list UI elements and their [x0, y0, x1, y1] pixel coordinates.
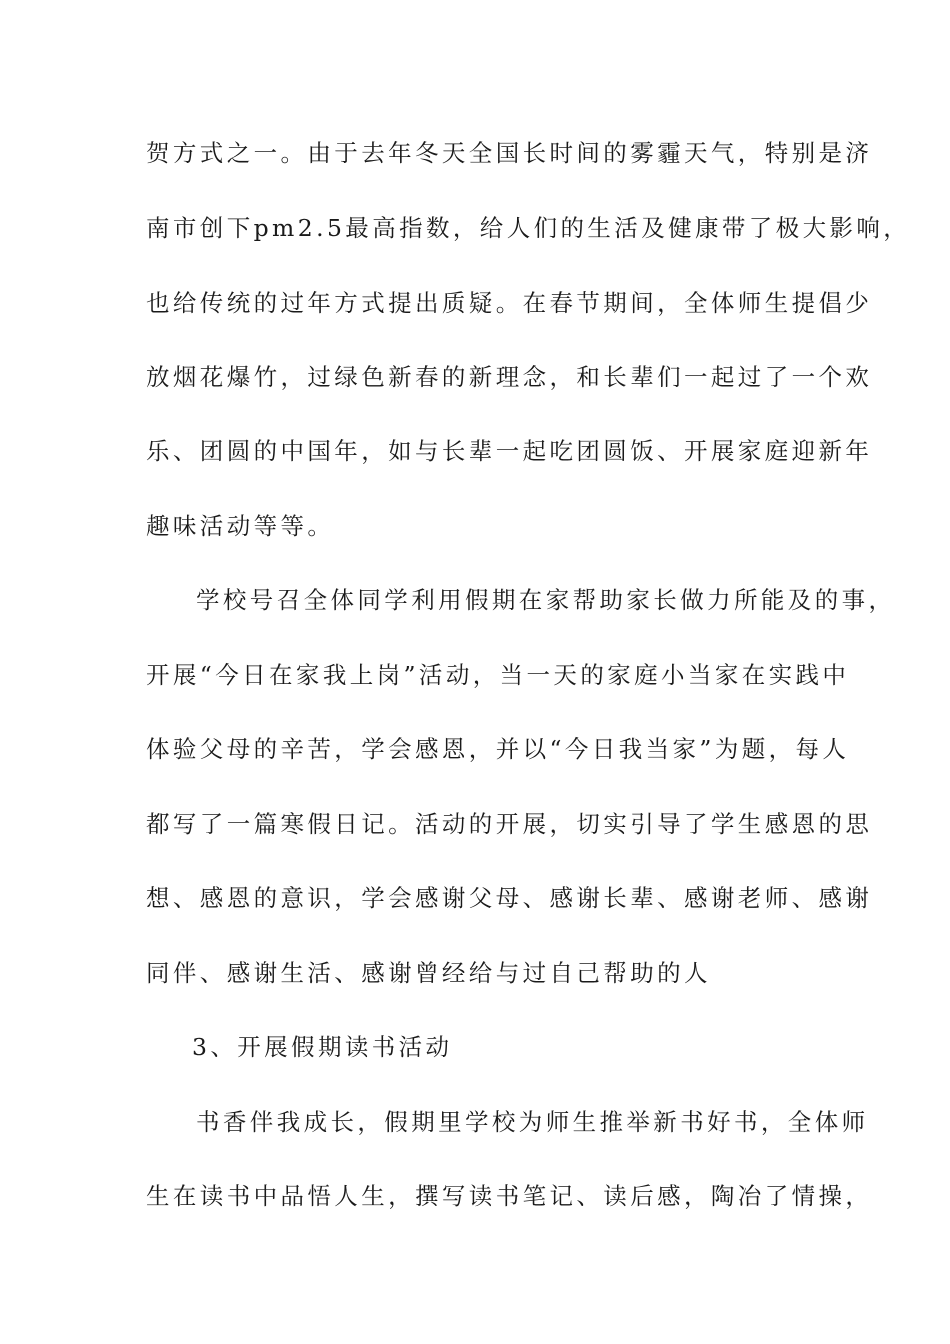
paragraph-line: 生在读书中品悟人生，撰写读书笔记、读后感，陶冶了情操，: [146, 1182, 873, 1210]
paragraph-line: 想、感恩的意识，学会感谢父母、感谢长辈、感谢老师、感谢: [146, 884, 873, 912]
paragraph-line: 开展“今日在家我上岗”活动，当一天的家庭小当家在实践中: [146, 661, 850, 689]
paragraph-line: 都写了一篇寒假日记。活动的开展，切实引导了学生感恩的思: [146, 810, 873, 838]
paragraph-line: 乐、团圆的中国年，如与长辈一起吃团圆饭、开展家庭迎新年: [146, 437, 873, 465]
paragraph-line: 也给传统的过年方式提出质疑。在春节期间，全体师生提倡少: [146, 289, 873, 317]
paragraph-line: 体验父母的辛苦，学会感恩，并以“今日我当家”为题，每人: [146, 735, 850, 763]
paragraph-line: 贺方式之一。由于去年冬天全国长时间的雾霾天气，特别是济: [146, 139, 873, 167]
paragraph-line: 趣味活动等等。: [146, 512, 335, 540]
paragraph-line: 放烟花爆竹，过绿色新春的新理念，和长辈们一起过了一个欢: [146, 363, 873, 391]
paragraph-line: 南市创下pm2.5最高指数，给人们的生活及健康带了极大影响，: [146, 214, 911, 242]
paragraph-line: 学校号召全体同学利用假期在家帮助家长做力所能及的事，: [196, 586, 896, 614]
section-heading: 3、开展假期读书活动: [192, 1033, 453, 1061]
paragraph-line: 书香伴我成长，假期里学校为师生推举新书好书，全体师: [196, 1108, 869, 1136]
paragraph-line: 同伴、感谢生活、感谢曾经给与过自己帮助的人: [146, 959, 711, 987]
